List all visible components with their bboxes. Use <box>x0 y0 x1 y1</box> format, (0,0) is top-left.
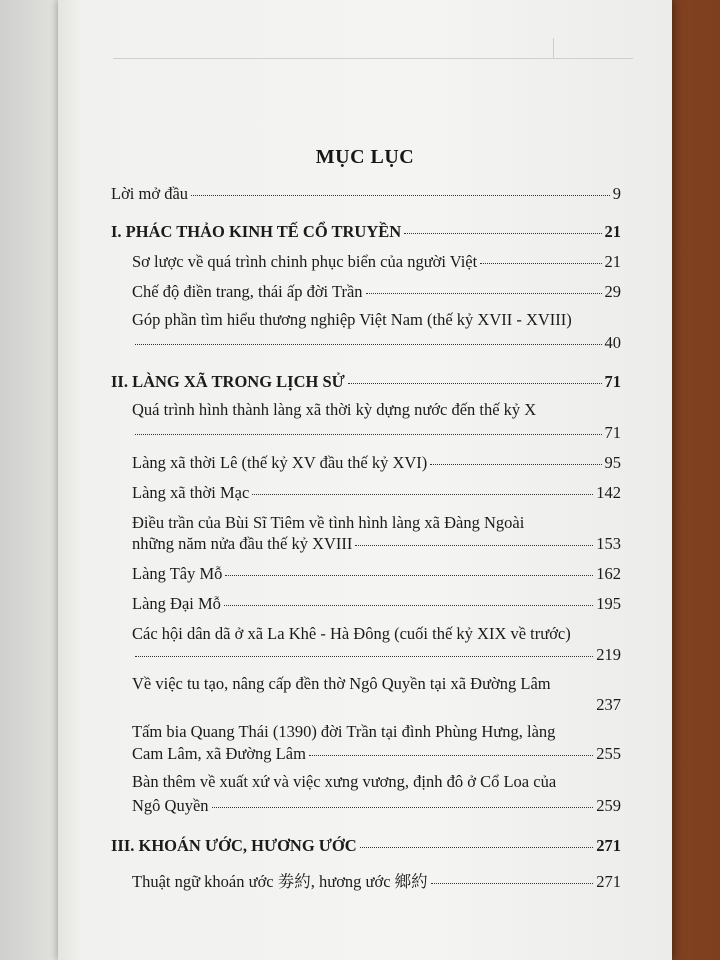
toc-section-title: III. KHOÁN ƯỚC, HƯƠNG ƯỚC <box>111 836 357 855</box>
dot-leader <box>191 195 610 196</box>
dot-leader <box>212 807 594 808</box>
toc-entry-page: 162 <box>596 564 621 583</box>
toc-section-page: 271 <box>596 836 621 855</box>
toc-entry-label: những năm nửa đầu thế kỷ XVIII <box>132 534 353 553</box>
toc-entry-label: Thuật ngữ khoán ước 劵約, hương ước 鄉約 <box>132 872 428 891</box>
toc-entry-label-line1: Quá trình hình thành làng xã thời kỳ dựng nước đến thế kỷ X <box>132 400 537 419</box>
toc-entry-label: Lời mở đầu <box>111 184 189 203</box>
toc-entry-intro <box>111 184 621 204</box>
toc-section-page: 71 <box>604 372 621 391</box>
toc-entry-label: Làng xã thời Mạc <box>132 483 250 502</box>
toc-entry-page: 195 <box>596 594 621 613</box>
toc-entry <box>132 252 621 272</box>
running-header-divider <box>553 38 554 58</box>
toc-entry-page: 142 <box>596 483 621 502</box>
toc-entry-page: 255 <box>596 744 621 763</box>
toc-entry <box>132 564 621 584</box>
dot-leader <box>355 545 593 546</box>
dot-leader <box>480 263 601 264</box>
dot-leader <box>360 847 594 848</box>
toc-entry-page: 29 <box>604 282 621 301</box>
dot-leader <box>431 883 594 884</box>
toc-entry-page: 259 <box>596 796 621 815</box>
dot-leader <box>430 464 601 465</box>
dot-leader <box>309 755 593 756</box>
dot-leader <box>135 434 602 435</box>
toc-entry-page: 237 <box>596 695 621 714</box>
toc-entry <box>132 282 621 302</box>
toc-section-title: II. LÀNG XÃ TRONG LỊCH SỬ <box>111 372 345 391</box>
toc-entry <box>132 333 621 353</box>
toc-entry-label-line1: Về việc tu tạo, nâng cấp đền thờ Ngô Quyền tại xã Đường Lâm <box>132 674 551 693</box>
toc-entry-label-line1: Điều trần của Bùi Sĩ Tiêm về tình hình làng xã Đàng Ngoài <box>132 513 525 532</box>
toc-entry <box>132 796 621 816</box>
toc-entry <box>132 645 621 665</box>
toc-entry-label-line1: Bàn thêm về xuất xứ và việc xưng vương, định đô ở Cổ Loa của <box>132 772 557 791</box>
toc-entry <box>132 453 621 473</box>
toc-entry-label-line1: Góp phần tìm hiểu thương nghiệp Việt Nam (thế kỷ XVII - XVIII) <box>132 310 572 329</box>
toc-entry-label: Ngô Quyền <box>132 796 209 815</box>
dot-leader <box>252 494 593 495</box>
dot-leader <box>404 233 601 234</box>
toc-entry-label: Làng xã thời Lê (thế kỷ XV đầu thế kỷ XVI) <box>132 453 428 472</box>
dot-leader <box>135 344 602 345</box>
toc-entry-label: Cam Lâm, xã Đường Lâm <box>132 744 306 763</box>
page-title: MỤC LỤC <box>315 146 415 168</box>
toc-entry-label-line1: Tấm bia Quang Thái (1390) đời Trần tại đình Phùng Hưng, làng <box>132 722 556 741</box>
toc-entry-label: Sơ lược về quá trình chinh phục biển của người Việt <box>132 252 478 271</box>
dot-leader <box>225 575 593 576</box>
toc-entry <box>132 483 621 503</box>
toc-entry-label: Làng Đại Mỗ <box>132 594 221 613</box>
toc-entry-page: 71 <box>604 423 621 442</box>
book-page <box>58 0 672 960</box>
toc-entry-label: Chế độ điền trang, thái ấp đời Trần <box>132 282 363 301</box>
dot-leader <box>348 383 602 384</box>
toc-entry-page: 95 <box>604 453 621 472</box>
toc-entry <box>132 695 621 715</box>
toc-entry-page: 21 <box>604 252 621 271</box>
previous-page-edge <box>0 0 60 960</box>
toc-entry-label: Làng Tây Mỗ <box>132 564 223 583</box>
toc-entry-label-line1: Các hội dân dã ở xã La Khê - Hà Đông (cuối thế kỷ XIX về trước) <box>132 624 571 643</box>
toc-entry <box>132 744 621 764</box>
toc-entry-page: 153 <box>596 534 621 553</box>
toc-section-page: 21 <box>604 222 621 241</box>
toc-section-title: I. PHÁC THẢO KINH TẾ CỔ TRUYỀN <box>111 222 402 241</box>
toc-entry-page: 271 <box>596 872 621 891</box>
dot-leader <box>224 605 593 606</box>
toc-entry <box>132 534 621 554</box>
toc-entry <box>132 868 621 892</box>
dot-leader <box>135 656 593 657</box>
toc-entry-page: 40 <box>604 333 621 352</box>
toc-section-3 <box>111 836 621 856</box>
toc-entry <box>132 423 621 443</box>
running-header-rule <box>113 58 633 59</box>
toc-section-2 <box>111 372 621 392</box>
toc-section-1 <box>111 222 621 242</box>
toc-entry-page: 219 <box>596 645 621 664</box>
toc-entry-page: 9 <box>612 184 621 203</box>
toc-entry <box>132 594 621 614</box>
dot-leader <box>366 293 602 294</box>
